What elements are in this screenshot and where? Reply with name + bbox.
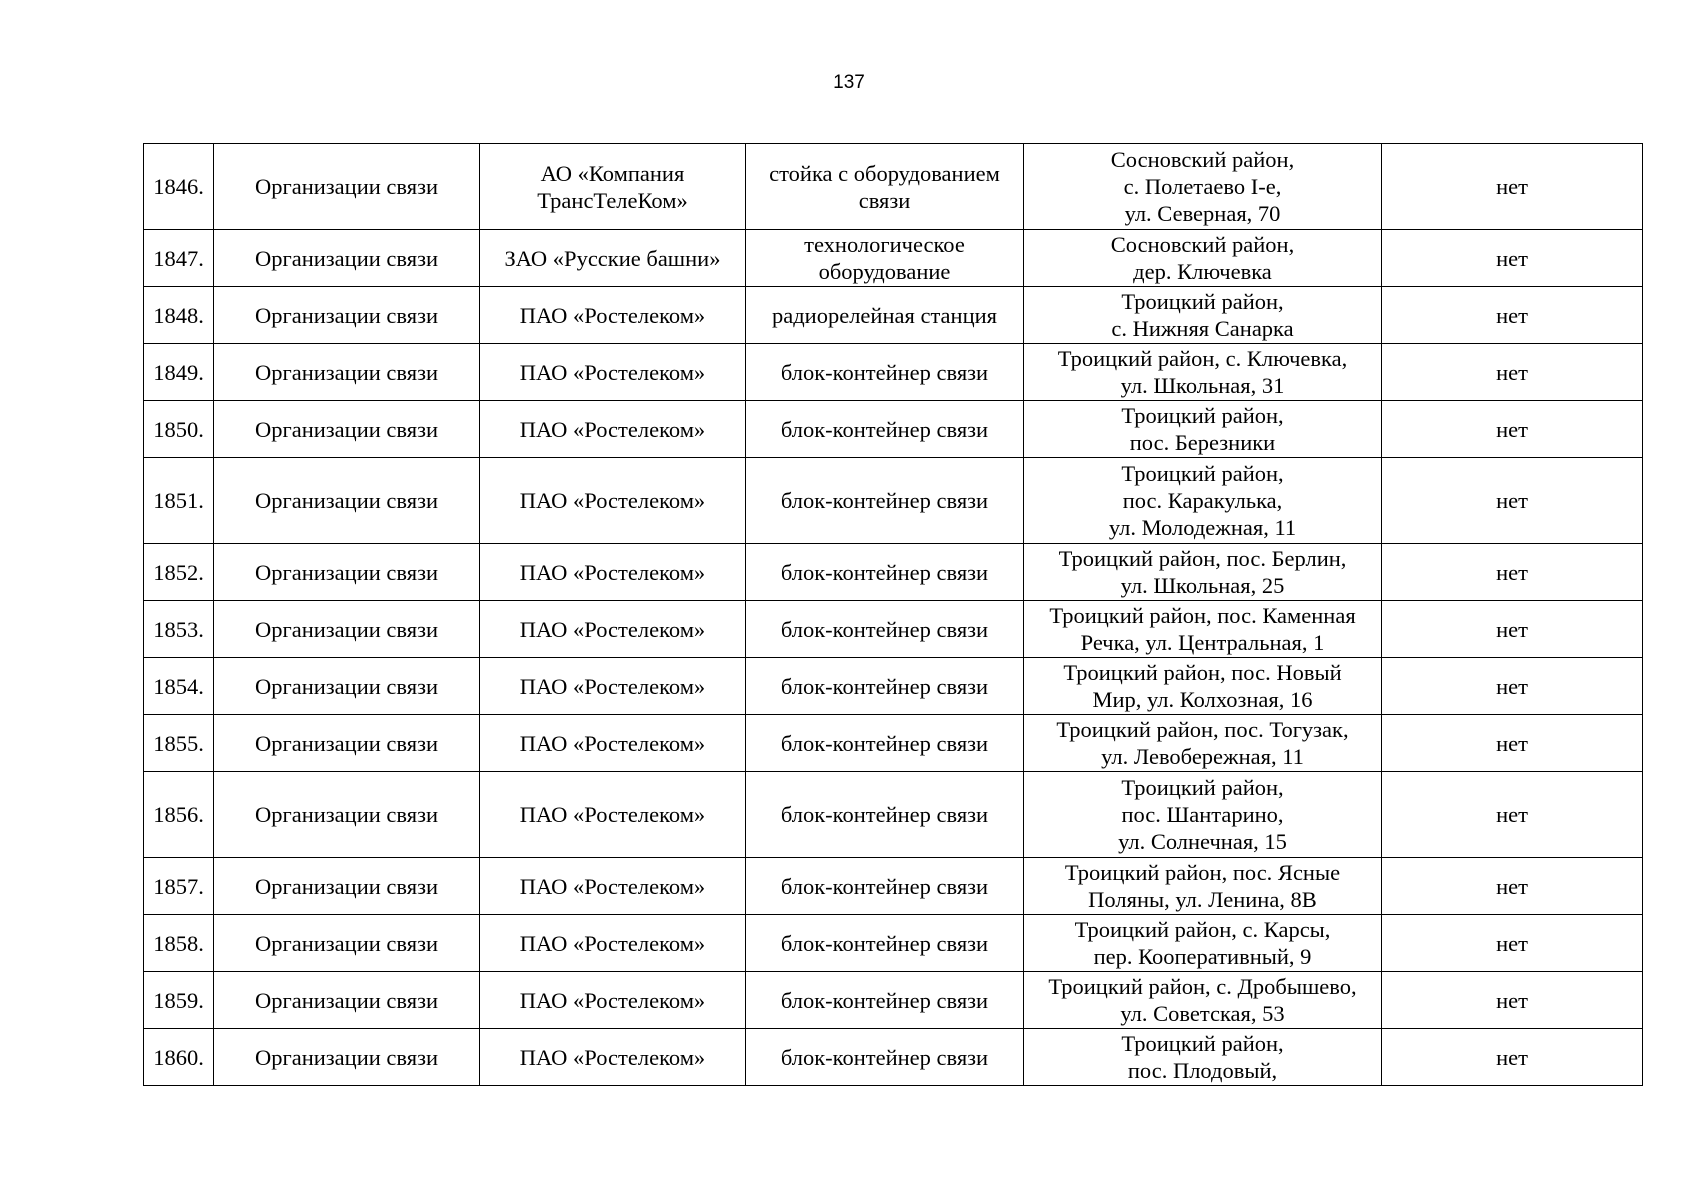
object-type-cell bbox=[746, 544, 1024, 601]
owner-cell bbox=[480, 1029, 746, 1086]
status-cell: нет bbox=[1382, 601, 1643, 658]
table-row bbox=[144, 858, 1643, 915]
owner-line: ПАО «Ростелеком» bbox=[519, 616, 706, 642]
address-line: Троицкий район, с. Ключевка, bbox=[1057, 346, 1348, 371]
address-cell bbox=[1024, 658, 1382, 715]
table-row bbox=[144, 458, 1643, 544]
object-type-cell bbox=[746, 601, 1024, 658]
object-type-cell bbox=[746, 658, 1024, 715]
owner-line: ПАО «Ростелеком» bbox=[519, 802, 706, 827]
address-line: ул. Северная, 70 bbox=[1124, 201, 1281, 226]
owner-cell bbox=[480, 772, 746, 858]
address-line: Троицкий район, пос. Каменная bbox=[1049, 603, 1356, 628]
object-type-line: технологическое bbox=[804, 232, 965, 257]
owner-line: ПАО «Ростелеком» bbox=[519, 359, 706, 385]
address-cell bbox=[1024, 858, 1382, 915]
status-cell: нет bbox=[1382, 344, 1643, 401]
row-number-cell: 1858. bbox=[144, 915, 214, 972]
owner-cell bbox=[480, 972, 746, 1029]
table-row bbox=[144, 772, 1643, 858]
owner-line: ПАО «Ростелеком» bbox=[519, 559, 706, 585]
address-line: Поляны, ул. Ленина, 8В bbox=[1088, 887, 1317, 912]
address-line: пос. Шантарино, bbox=[1121, 802, 1284, 827]
row-number-cell: 1847. bbox=[144, 230, 214, 287]
address-line: пос. Березники bbox=[1129, 430, 1276, 455]
owner-cell bbox=[480, 287, 746, 344]
table-row bbox=[144, 915, 1643, 972]
row-number-cell: 1852. bbox=[144, 544, 214, 601]
owner-line: ПАО «Ростелеком» bbox=[519, 730, 706, 756]
owner-cell bbox=[480, 401, 746, 458]
address-line: ул. Левобережная, 11 bbox=[1101, 744, 1304, 769]
table-row bbox=[144, 1029, 1643, 1086]
object-type-cell bbox=[746, 715, 1024, 772]
category-cell: Организации связи bbox=[214, 144, 480, 230]
row-number-cell: 1859. bbox=[144, 972, 214, 1029]
address-cell bbox=[1024, 144, 1382, 230]
owner-cell bbox=[480, 344, 746, 401]
address-line: Сосновский район, bbox=[1110, 232, 1295, 257]
category-cell: Организации связи bbox=[214, 772, 480, 858]
object-type-cell bbox=[746, 858, 1024, 915]
address-line: Троицкий район, с. Дробышево, bbox=[1048, 974, 1357, 999]
address-line: Троицкий район, bbox=[1121, 461, 1284, 486]
object-type-line: блок-контейнер связи bbox=[780, 873, 989, 899]
address-cell bbox=[1024, 772, 1382, 858]
category-cell: Организации связи bbox=[214, 544, 480, 601]
object-type-cell bbox=[746, 458, 1024, 544]
table-row bbox=[144, 230, 1643, 287]
table-row bbox=[144, 401, 1643, 458]
address-line: ул. Солнечная, 15 bbox=[1118, 829, 1287, 854]
owner-cell bbox=[480, 858, 746, 915]
object-type-cell bbox=[746, 401, 1024, 458]
owner-cell bbox=[480, 601, 746, 658]
row-number-cell: 1849. bbox=[144, 344, 214, 401]
category-cell: Организации связи bbox=[214, 1029, 480, 1086]
object-type-line: оборудование bbox=[818, 259, 951, 284]
object-type-line: блок-контейнер связи bbox=[780, 673, 989, 699]
page-number: 137 bbox=[833, 72, 865, 93]
category-cell: Организации связи bbox=[214, 601, 480, 658]
owner-cell bbox=[480, 458, 746, 544]
object-type-cell bbox=[746, 344, 1024, 401]
address-line: Троицкий район, с. Карсы, bbox=[1074, 917, 1331, 942]
table-row bbox=[144, 344, 1643, 401]
object-type-line: стойка с оборудованием bbox=[769, 160, 1000, 186]
category-cell: Организации связи bbox=[214, 230, 480, 287]
category-cell: Организации связи bbox=[214, 658, 480, 715]
row-number-cell: 1846. bbox=[144, 144, 214, 230]
address-line: с. Нижняя Санарка bbox=[1111, 316, 1294, 341]
address-line: Троицкий район, пос. Берлин, bbox=[1058, 546, 1347, 571]
row-number-cell: 1851. bbox=[144, 458, 214, 544]
table-row bbox=[144, 544, 1643, 601]
status-cell: нет bbox=[1382, 458, 1643, 544]
owner-cell bbox=[480, 144, 746, 230]
object-type-line: блок-контейнер связи bbox=[780, 730, 989, 756]
registry-table-body bbox=[144, 144, 1643, 1086]
owner-cell bbox=[480, 230, 746, 287]
address-line: пос. Каракулька, bbox=[1122, 488, 1283, 513]
address-line: Троицкий район, bbox=[1121, 289, 1284, 314]
row-number-cell: 1848. bbox=[144, 287, 214, 344]
address-line: Сосновский район, bbox=[1110, 147, 1295, 172]
owner-cell bbox=[480, 715, 746, 772]
table-row bbox=[144, 715, 1643, 772]
owner-line: ПАО «Ростелеком» bbox=[519, 488, 706, 513]
object-type-cell bbox=[746, 1029, 1024, 1086]
object-type-line: блок-контейнер связи bbox=[780, 987, 989, 1013]
table-row bbox=[144, 287, 1643, 344]
status-cell: нет bbox=[1382, 544, 1643, 601]
address-line: ул. Советская, 53 bbox=[1120, 1001, 1285, 1026]
table-row bbox=[144, 658, 1643, 715]
object-type-line: блок-контейнер связи bbox=[780, 359, 989, 385]
owner-cell bbox=[480, 915, 746, 972]
address-cell bbox=[1024, 230, 1382, 287]
category-cell: Организации связи bbox=[214, 858, 480, 915]
owner-line: АО «Компания bbox=[540, 160, 685, 186]
status-cell: нет bbox=[1382, 144, 1643, 230]
table-row bbox=[144, 144, 1643, 230]
owner-line: ПАО «Ростелеком» bbox=[519, 416, 706, 442]
address-cell bbox=[1024, 972, 1382, 1029]
address-cell bbox=[1024, 401, 1382, 458]
row-number-cell: 1853. bbox=[144, 601, 214, 658]
object-type-line: блок-контейнер связи bbox=[780, 802, 989, 827]
address-cell bbox=[1024, 915, 1382, 972]
owner-line: ПАО «Ростелеком» bbox=[519, 673, 706, 699]
address-line: Троицкий район, bbox=[1121, 775, 1284, 800]
address-line: Троицкий район, пос. Ясные bbox=[1064, 860, 1341, 885]
category-cell: Организации связи bbox=[214, 972, 480, 1029]
row-number-cell: 1860. bbox=[144, 1029, 214, 1086]
row-number-cell: 1850. bbox=[144, 401, 214, 458]
object-type-cell bbox=[746, 915, 1024, 972]
table-row bbox=[144, 601, 1643, 658]
status-cell: нет bbox=[1382, 658, 1643, 715]
address-line: ул. Школьная, 31 bbox=[1120, 373, 1285, 398]
address-line: пос. Плодовый, bbox=[1127, 1058, 1278, 1083]
object-type-line: блок-контейнер связи bbox=[780, 488, 989, 513]
owner-line: ПАО «Ростелеком» bbox=[519, 987, 706, 1013]
row-number-cell: 1855. bbox=[144, 715, 214, 772]
address-line: Троицкий район, bbox=[1121, 403, 1284, 428]
row-number-cell: 1854. bbox=[144, 658, 214, 715]
object-type-cell bbox=[746, 972, 1024, 1029]
status-cell: нет bbox=[1382, 401, 1643, 458]
address-line: Мир, ул. Колхозная, 16 bbox=[1092, 687, 1313, 712]
address-cell bbox=[1024, 601, 1382, 658]
object-type-line: радиорелейная станция bbox=[771, 302, 998, 328]
object-type-line: блок-контейнер связи bbox=[780, 559, 989, 585]
address-line: Троицкий район, пос. Тогузак, bbox=[1056, 717, 1349, 742]
address-line: Троицкий район, пос. Новый bbox=[1063, 660, 1342, 685]
address-line: дер. Ключевка bbox=[1133, 259, 1272, 284]
object-type-line: блок-контейнер связи bbox=[780, 930, 989, 956]
owner-line: ПАО «Ростелеком» bbox=[519, 1044, 706, 1070]
object-type-line: связи bbox=[858, 187, 911, 213]
category-cell: Организации связи bbox=[214, 458, 480, 544]
row-number-cell: 1856. bbox=[144, 772, 214, 858]
status-cell: нет bbox=[1382, 287, 1643, 344]
object-type-line: блок-контейнер связи bbox=[780, 416, 989, 442]
address-line: ул. Школьная, 25 bbox=[1120, 573, 1285, 598]
object-type-cell bbox=[746, 144, 1024, 230]
status-cell: нет bbox=[1382, 915, 1643, 972]
address-line: Троицкий район, bbox=[1121, 1031, 1284, 1056]
status-cell: нет bbox=[1382, 858, 1643, 915]
category-cell: Организации связи bbox=[214, 401, 480, 458]
owner-line: ПАО «Ростелеком» bbox=[519, 302, 706, 328]
owner-cell bbox=[480, 658, 746, 715]
table-row bbox=[144, 972, 1643, 1029]
address-line: с. Полетаево I-е, bbox=[1123, 174, 1282, 199]
status-cell: нет bbox=[1382, 715, 1643, 772]
category-cell: Организации связи bbox=[214, 344, 480, 401]
status-cell: нет bbox=[1382, 1029, 1643, 1086]
category-cell: Организации связи bbox=[214, 715, 480, 772]
address-line: ул. Молодежная, 11 bbox=[1108, 515, 1297, 540]
object-type-cell bbox=[746, 772, 1024, 858]
status-cell: нет bbox=[1382, 772, 1643, 858]
status-cell: нет bbox=[1382, 230, 1643, 287]
address-cell bbox=[1024, 1029, 1382, 1086]
address-cell bbox=[1024, 458, 1382, 544]
address-cell bbox=[1024, 715, 1382, 772]
owner-line: ПАО «Ростелеком» bbox=[519, 930, 706, 956]
row-number-cell: 1857. bbox=[144, 858, 214, 915]
category-cell: Организации связи bbox=[214, 915, 480, 972]
object-type-line: блок-контейнер связи bbox=[780, 616, 989, 642]
object-type-line: блок-контейнер связи bbox=[780, 1044, 989, 1070]
owner-line: ПАО «Ростелеком» bbox=[519, 873, 706, 899]
address-cell bbox=[1024, 344, 1382, 401]
status-cell: нет bbox=[1382, 972, 1643, 1029]
address-cell bbox=[1024, 287, 1382, 344]
address-cell bbox=[1024, 544, 1382, 601]
object-type-cell bbox=[746, 287, 1024, 344]
owner-cell bbox=[480, 544, 746, 601]
address-line: пер. Кооперативный, 9 bbox=[1093, 944, 1312, 969]
object-type-cell bbox=[746, 230, 1024, 287]
address-line: Речка, ул. Центральная, 1 bbox=[1080, 630, 1325, 655]
owner-line: ТрансТелеКом» bbox=[537, 187, 688, 213]
registry-table bbox=[143, 143, 1643, 1086]
category-cell: Организации связи bbox=[214, 287, 480, 344]
owner-line: ЗАО «Русские башни» bbox=[504, 245, 721, 271]
